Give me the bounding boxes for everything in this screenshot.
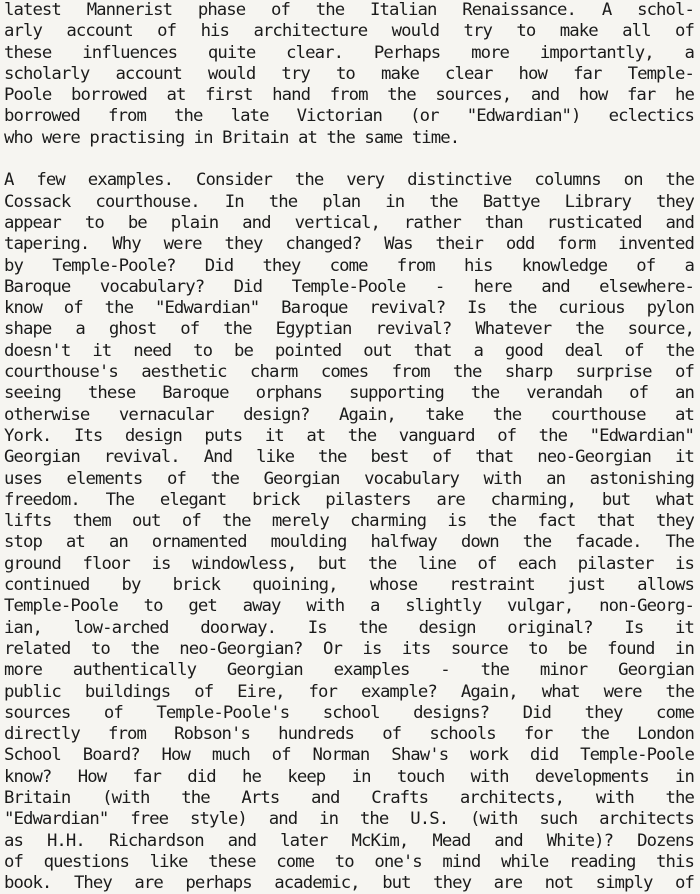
text-line: stop at an ornamented moulding halfway down the facade. The [4,532,694,553]
paragraph [4,170,694,894]
text-line: of questions like these come to one's mind while reading this [4,851,694,872]
text-line: Georgian revival. And like the best of that neo-Georgian it [4,447,694,468]
text-line: Poole borrowed at first hand from the sources, and how far he [4,85,694,106]
text-line: uses elements of the Georgian vocabulary with an astonishing [4,468,694,489]
text-line: scholarly account would try to make clear how far Temple- [4,63,694,84]
text-line: ground floor is windowless, but the line of each pilaster is [4,553,694,574]
text-line: these influences quite clear. Perhaps more importantly, a [4,42,694,63]
paragraph-gap [4,149,694,170]
text-line: courthouse's aesthetic charm comes from the sharp surprise of [4,362,694,383]
text-line: borrowed from the late Victorian (or "Edwardian") eclectics [4,106,694,127]
text-line: Cossack courthouse. In the plan in the Battye Library they [4,191,694,212]
text-line: ian, low-arched doorway. Is the design original? Is it [4,617,694,638]
text-line: Temple-Poole to get away with a slightly vulgar, non-Georg- [4,596,694,617]
text-line: by Temple-Poole? Did they come from his knowledge of a [4,255,694,276]
text-line: A few examples. Consider the very distinctive columns on the [4,170,694,191]
text-line: Baroque vocabulary? Did Temple-Poole - here and elsewhere- [4,276,694,297]
text-line: "Edwardian" free style) and in the U.S. (with such architects [4,809,694,830]
text-line: sources of Temple-Poole's school designs? Did they come [4,702,694,723]
text-line: as H.H. Richardson and later McKim, Mead and White)? Dozens [4,830,694,851]
text-line: latest Mannerist phase of the Italian Renaissance. A schol- [4,0,694,20]
text-line: more authentically Georgian examples - the minor Georgian [4,660,694,681]
text-line: York. Its design puts it at the vanguard of the "Edwardian" [4,425,694,446]
text-line: arly account of his architecture would try to make all of [4,21,694,42]
text-line: lifts them out of the merely charming is the fact that they [4,511,694,532]
text-line: know? How far did he keep in touch with developments in [4,766,694,787]
text-line: Britain (with the Arts and Crafts architects, with the [4,787,694,808]
text-line: continued by brick quoining, whose restraint just allows [4,575,694,596]
document-page [4,0,694,894]
text-line: book. They are perhaps academic, but they are not simply of [4,873,694,894]
text-line: shape a ghost of the Egyptian revival? Whatever the source, [4,319,694,340]
paragraph [4,0,694,149]
text-line: who were practising in Britain at the same time. [4,127,460,148]
text-line: directly from Robson's hundreds of schools for the London [4,724,694,745]
text-line: appear to be plain and vertical, rather than rusticated and [4,212,694,233]
text-line: public buildings of Eire, for example? Again, what were the [4,681,694,702]
text-line: know of the "Edwardian" Baroque revival? Is the curious pylon [4,298,694,319]
text-line: tapering. Why were they changed? Was their odd form invented [4,234,694,255]
text-line: otherwise vernacular design? Again, take the courthouse at [4,404,694,425]
text-line: doesn't it need to be pointed out that a good deal of the [4,340,694,361]
text-line: seeing these Baroque orphans supporting the verandah of an [4,383,694,404]
text-line: freedom. The elegant brick pilasters are charming, but what [4,489,694,510]
text-line: School Board? How much of Norman Shaw's work did Temple-Poole [4,745,694,766]
text-line: related to the neo-Georgian? Or is its source to be found in [4,638,694,659]
